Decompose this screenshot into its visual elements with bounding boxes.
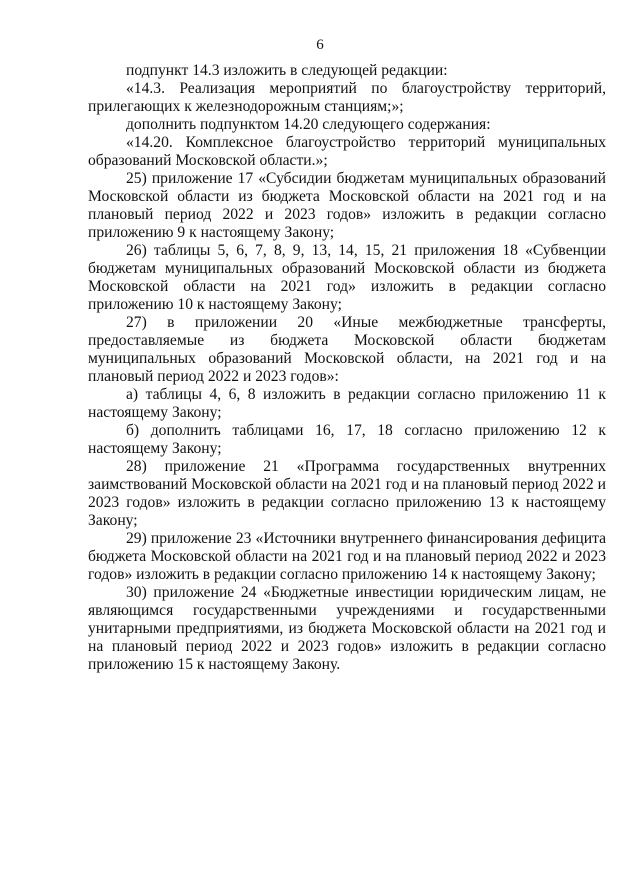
paragraph-item-30: 30) приложение 24 «Бюджетные инвестиции юридическим лицам, не являющимся государственными учреждениями и государственными унитарными предприятиями, из бюджета Московской области на 2021 год и на плановый период 2022 и 2023 годов» изложить в редакции согласно приложению 15 к настоящему Закону. [88,584,606,673]
paragraph-item-29: 29) приложение 23 «Источники внутреннего финансирования дефицита бюджета Московской области на 2021 год и на плановый период 2022 и 2023 годов» изложить в редакции согласно приложению 14 к настоящему Закону; [88,530,606,583]
paragraph-subitem-14-20-text: «14.20. Комплексное благоустройство территорий муниципальных образований Московской области.»; [88,134,606,169]
paragraph-subitem-14-20-intro: дополнить подпунктом 14.20 следующего содержания: [126,116,491,133]
paragraph-item-26: 26) таблицы 5, 6, 7, 8, 9, 13, 14, 15, 21 приложения 18 «Субвенции бюджетам муниципальных образований Московской области из бюджета Московской области на 2021 год» изложить в редакции согласно приложению 10 к настоящему Закону; [88,242,606,313]
paragraph-item-27-a: а) таблицы 4, 6, 8 изложить в редакции согласно приложению 11 к настоящему Закону; [88,386,606,421]
document-body [88,62,606,674]
paragraph-subitem-14-3-text: «14.3. Реализация мероприятий по благоустройству территорий, прилегающих к железнодорожным станциям;»; [88,80,606,115]
paragraph-item-28: 28) приложение 21 «Программа государственных внутренних заимствований Московской области на 2021 год и на плановый период 2022 и 2023 годов» изложить в редакции согласно приложению 13 к настоящему Закону; [88,458,606,529]
paragraph-subitem-14-3-intro: подпункт 14.3 изложить в следующей редакции: [126,62,448,79]
paragraph-item-25: 25) приложение 17 «Субсидии бюджетам муниципальных образований Московской области из бюджета Московской области на 2021 год и на плановый период 2022 и 2023 годов» изложить в редакции согласно приложению 9 к настоящему Закону; [88,170,606,241]
page-number: 6 [316,37,324,53]
paragraph-item-27-b: б) дополнить таблицами 16, 17, 18 согласно приложению 12 к настоящему Закону; [88,422,606,457]
paragraph-item-27: 27) в приложении 20 «Иные межбюджетные трансферты, предоставляемые из бюджета Московской области бюджетам муниципальных образований Московской области, на 2021 год и на плановый период 2022 и 2023 годов»: [88,314,606,385]
